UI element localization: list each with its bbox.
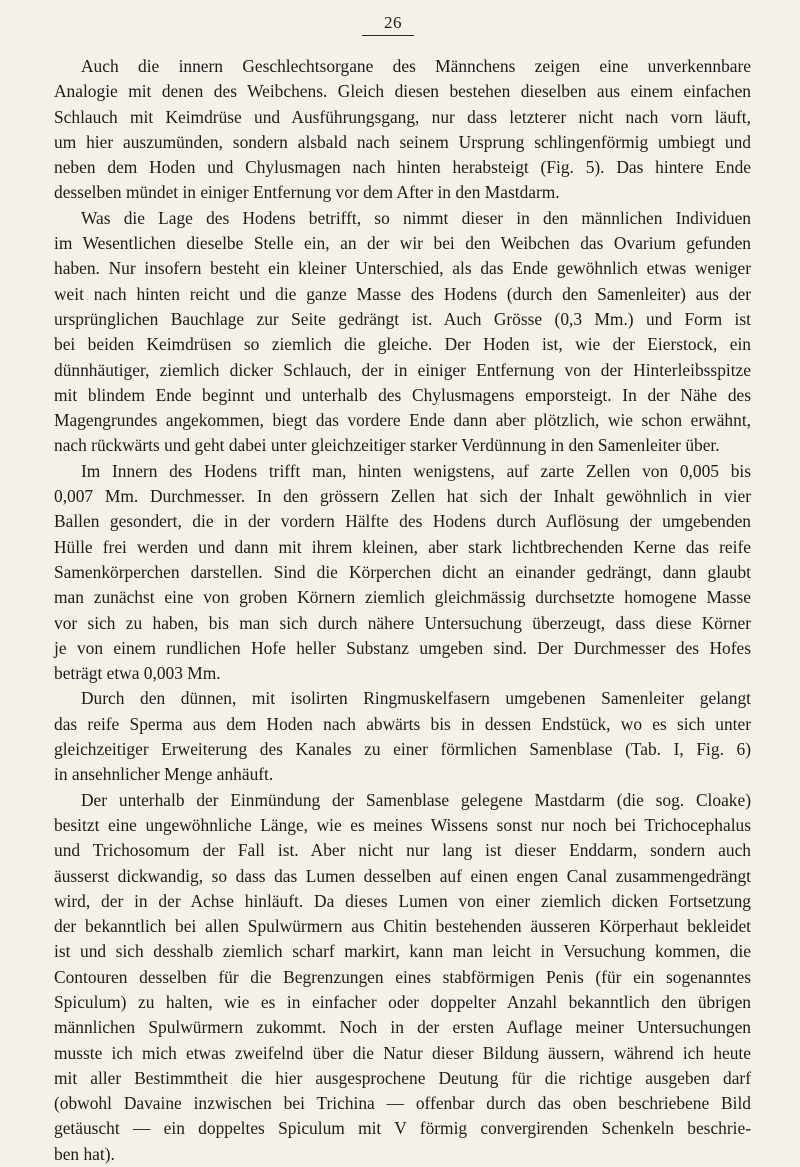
text-line: Was die Lage des Hodens betrifft, so nimmt dieser in den männlichen Individuen — [81, 207, 751, 228]
text-line: und Trichosomum der Fall ist. Aber nicht nur lang ist dieser Enddarm, sondern auch — [54, 840, 751, 861]
text-line: wird, der in der Achse hinläuft. Da dieses Lumen von einer ziemlich dicken Fortsetzung — [54, 890, 751, 911]
text-line: im Wesentlichen dieselbe Stelle ein, an der wir bei den Weibchen das Ovarium gefunden — [54, 233, 751, 254]
text-line: vor sich zu haben, bis man sich durch nähere Untersuchung überzeugt, dass diese Körner — [54, 612, 751, 633]
text-line: neben dem Hoden und Chylusmagen nach hinten herabsteigt (Fig. 5). Das hintere Ende — [54, 157, 751, 178]
text-line: besitzt eine ungewöhnliche Länge, wie es meines Wissens sonst nur noch bei Trichocephalus — [54, 814, 751, 835]
text-line: Im Innern des Hodens trifft man, hinten wenigstens, auf zarte Zellen von 0,005 bis — [81, 460, 751, 481]
text-line: getäuscht — ein doppeltes Spiculum mit V förmig convergirenden Schenkeln beschrie- — [54, 1118, 751, 1139]
text-line: Hülle frei werden und dann mit ihrem kleinen, aber stark lichtbrechenden Kerne das reife — [54, 536, 751, 557]
page-number: 26 — [384, 13, 402, 32]
text-line: Durch den dünnen, mit isolirten Ringmuskelfasern umgebenen Samenleiter gelangt — [81, 688, 751, 709]
text-line: Spiculum) zu halten, wie es in einfacher oder doppelter Anzahl bekanntlich den übrigen — [54, 991, 751, 1012]
text-line: in ansehnlicher Menge anhäuft. — [54, 764, 274, 785]
text-line: Samenkörperchen darstellen. Sind die Körperchen dicht an einander gedrängt, dann glaubt — [54, 561, 751, 582]
text-line: beträgt etwa 0,003 Mm. — [54, 663, 221, 684]
text-line: dünnhäutiger, ziemlich dicker Schlauch, der in einiger Entfernung von der Hinterleibsspitze — [54, 359, 751, 380]
text-line: männlichen Spulwürmern zukommt. Noch in der ersten Auflage meiner Untersuchungen — [54, 1017, 751, 1038]
text-line: je von einem rundlichen Hofe heller Substanz umgeben sind. Der Durchmesser des Hofes — [54, 637, 751, 658]
text-line: (obwohl Davaine inzwischen bei Trichina — offenbar durch das oben beschriebene Bild — [54, 1093, 751, 1114]
text-line: Contouren desselben für die Begrenzungen eines stabförmigen Penis (für ein sogenanntes — [54, 966, 751, 987]
text-line: Magengrundes angekommen, biegt das vordere Ende dann aber plötzlich, wie schon erwähnt, — [54, 410, 751, 431]
text-line: man zunächst eine von groben Körnern ziemlich gleichmässig durchsetzte homogene Masse — [54, 587, 751, 608]
text-line: ist und sich desshalb ziemlich scharf markirt, kann man leicht in Versuchung kommen, die — [54, 941, 751, 962]
text-line: äusserst dickwandig, so dass das Lumen desselben auf einen engen Canal zusammengedrängt — [54, 865, 751, 886]
text-line: ben hat). — [54, 1143, 115, 1164]
text-line: das reife Sperma aus dem Hoden nach abwärts bis in dessen Endstück, wo es sich unter — [54, 713, 751, 734]
text-line: desselben mündet in einiger Entfernung vor dem After in den Mastdarm. — [54, 182, 560, 203]
text-line: 0,007 Mm. Durchmesser. In den grössern Zellen hat sich der Inhalt gewöhnlich in vier — [54, 486, 751, 507]
text-line: Schlauch mit Keimdrüse und Ausführungsgang, nur dass letzterer nicht nach vorn läuft, — [54, 106, 751, 127]
text-line: weit nach hinten reicht und die ganze Masse des Hodens (durch den Samenleiter) aus der — [54, 283, 751, 304]
text-line: haben. Nur insofern besteht ein kleiner Unterschied, als das Ende gewöhnlich etwas weniger — [54, 258, 751, 279]
text-line: mit aller Bestimmtheit die hier ausgesprochene Deutung für die richtige ausgeben darf — [54, 1067, 751, 1088]
text-line: Auch die innern Geschlechtsorgane des Männchens zeigen eine unverkennbare — [81, 56, 751, 76]
text-line: musste ich mich etwas zweifelnd über die Natur dieser Bildung äussern, während ich heute — [54, 1042, 751, 1063]
text-line: der bekanntlich bei allen Spulwürmern aus Chitin bestehenden äusseren Körperhaut bekleidet — [54, 916, 751, 937]
text-line: Der unterhalb der Einmündung der Samenblase gelegene Mastdarm (die sog. Cloake) — [81, 789, 751, 810]
page-number-rule — [362, 35, 414, 36]
text-line: Ballen gesondert, die in der vordern Hälfte des Hodens durch Auflösung der umgebenden — [54, 511, 751, 532]
text-line: bei beiden Keimdrüsen so ziemlich die gleiche. Der Hoden ist, wie der Eierstock, ein — [54, 334, 751, 355]
text-line: mit blindem Ende beginnt und unterhalb des Chylusmagens emporsteigt. In der Nähe des — [54, 384, 751, 405]
text-line: nach rückwärts und geht dabei unter gleichzeitiger starker Verdünnung in den Samenleiter über. — [54, 435, 720, 456]
text-line: gleichzeitiger Erweiterung des Kanales zu einer förmlichen Samenblase (Tab. I, Fig. 6) — [54, 739, 751, 760]
text-line: um hier auszumünden, sondern alsbald nach seinem Ursprung schlingenförmig umbiegt und — [54, 131, 751, 152]
body-text — [54, 54, 751, 1167]
text-line: ursprünglichen Bauchlage zur Seite gedrängt ist. Auch Grösse (0,3 Mm.) und Form ist — [54, 308, 751, 329]
text-line: Analogie mit denen des Weibchens. Gleich diesen bestehen dieselben aus einem einfachen — [54, 81, 751, 102]
